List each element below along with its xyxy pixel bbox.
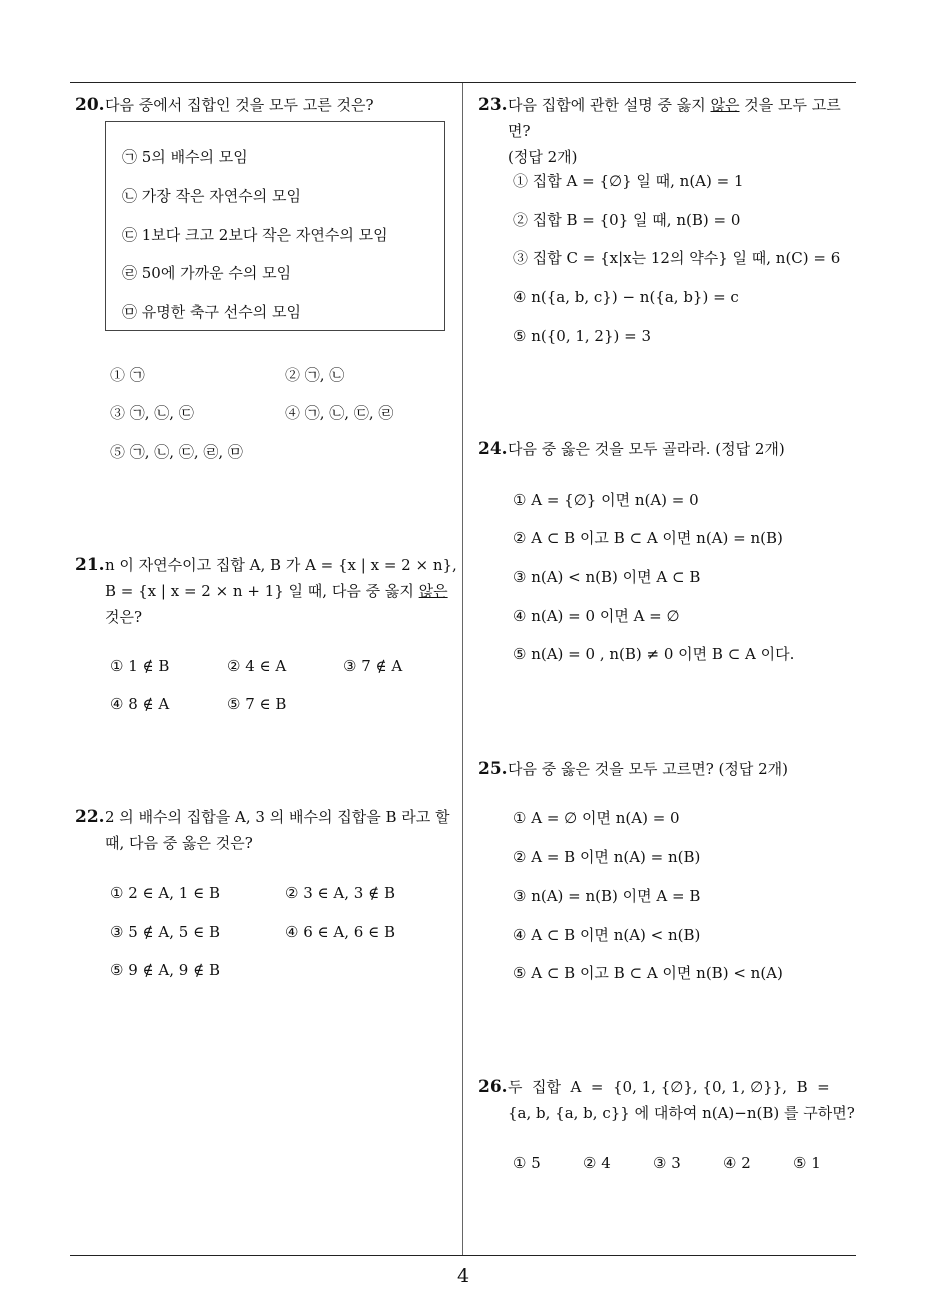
answer-option[interactable]: ⑤ A ⊂ B 이고 B ⊂ A 이면 n(B) < n(A) — [513, 964, 783, 982]
answer-option[interactable]: ④ ㉠, ㉡, ㉢, ㉣ — [285, 404, 394, 422]
underlined-word: 않은 — [418, 582, 448, 600]
answer-option[interactable]: ④ 2 — [723, 1154, 751, 1172]
column-divider — [462, 83, 463, 1256]
answer-option[interactable]: ② ㉠, ㉡ — [285, 366, 345, 384]
question-text: 다음 중 옳은 것을 모두 고르면? (정답 2개) — [508, 760, 789, 778]
bottom-rule — [70, 1255, 856, 1256]
question-26 — [478, 1074, 860, 1126]
question-text: 다음 중에서 집합인 것을 모두 고른 것은? — [105, 96, 374, 114]
answer-option[interactable]: ③ ㉠, ㉡, ㉢ — [110, 404, 194, 422]
question-number: 20. — [75, 95, 105, 115]
question-25 — [478, 756, 860, 782]
question-number: 25. — [478, 759, 508, 779]
answer-option[interactable]: ② A = B 이면 n(A) = n(B) — [513, 848, 701, 866]
answer-option[interactable]: ① 2 ∈ A, 1 ∈ B — [110, 884, 220, 902]
question-23 — [478, 92, 860, 170]
question-text: 다음 집합에 관한 설명 중 옳지 — [508, 96, 706, 114]
answer-option[interactable]: ② 4 ∈ A — [227, 657, 287, 675]
answer-option[interactable]: ④ 8 ∉ A — [110, 695, 170, 713]
answer-option[interactable]: ② A ⊂ B 이고 B ⊂ A 이면 n(A) = n(B) — [513, 529, 783, 547]
answer-option[interactable]: ③ n(A) < n(B) 이면 A ⊂ B — [513, 568, 701, 586]
box-item: ㉣ 50에 가까운 수의 모임 — [122, 264, 292, 282]
answer-option[interactable]: ⑤ 7 ∈ B — [227, 695, 287, 713]
answer-option[interactable]: ② 3 ∈ A, 3 ∉ B — [285, 884, 395, 902]
answer-option[interactable]: ⑤ 9 ∉ A, 9 ∉ B — [110, 961, 220, 979]
answer-option[interactable]: ① A = ∅ 이면 n(A) = 0 — [513, 809, 680, 827]
box-item: ㉡ 가장 작은 자연수의 모임 — [122, 187, 301, 205]
page-number: 4 — [456, 1265, 470, 1287]
answer-option[interactable]: ③ 집합 C = {x|x는 12의 약수} 일 때, n(C) = 6 — [513, 249, 841, 267]
question-text: 다음 중 옳은 것을 모두 골라라. (정답 2개) — [508, 440, 785, 458]
underlined-word: 않은 — [710, 96, 740, 114]
question-22 — [75, 804, 457, 856]
answer-count-note: (정답 2개) — [508, 148, 578, 166]
top-rule — [70, 82, 856, 83]
answer-option[interactable]: ② 집합 B = {0} 일 때, n(B) = 0 — [513, 211, 741, 229]
question-number: 21. — [75, 555, 105, 575]
question-number: 23. — [478, 95, 508, 115]
answer-option[interactable]: ③ 5 ∉ A, 5 ∈ B — [110, 923, 220, 941]
question-text: 2 의 배수의 집합을 A, 3 의 배수의 집합을 B 라고 할 — [105, 808, 450, 826]
answer-option[interactable]: ③ 3 — [653, 1154, 681, 1172]
answer-option[interactable]: ④ n({a, b, c}) − n({a, b}) = c — [513, 288, 739, 306]
question-20 — [75, 92, 460, 118]
answer-option[interactable]: ④ n(A) = 0 이면 A = ∅ — [513, 607, 680, 625]
answer-option[interactable]: ⑤ n(A) = 0 , n(B) ≠ 0 이면 B ⊂ A 이다. — [513, 645, 795, 663]
question-text: n 이 자연수이고 집합 A, B 가 A = {x | x = 2 × n}, — [105, 556, 457, 574]
answer-option[interactable]: ③ n(A) = n(B) 이면 A = B — [513, 887, 701, 905]
question-text: {a, b, {a, b, c}} 에 대하여 n(A)−n(B) 를 구하면? — [508, 1104, 855, 1122]
question-text: 것을 모두 고르면? — [508, 96, 841, 140]
question-text: 때, 다음 중 옳은 것은? — [105, 834, 253, 852]
question-number: 26. — [478, 1077, 508, 1097]
answer-option[interactable]: ① ㉠ — [110, 366, 145, 384]
question-24 — [478, 436, 860, 462]
question-number: 24. — [478, 439, 508, 459]
answer-option[interactable]: ④ 6 ∈ A, 6 ∈ B — [285, 923, 395, 941]
question-text: 것은? — [105, 608, 143, 626]
answer-option[interactable]: ⑤ 1 — [793, 1154, 821, 1172]
answer-option[interactable]: ① 1 ∉ B — [110, 657, 170, 675]
question-text: B = {x | x = 2 × n + 1} 일 때, 다음 중 옳지 — [105, 582, 414, 600]
question-number: 22. — [75, 807, 105, 827]
answer-option[interactable]: ① A = {∅} 이면 n(A) = 0 — [513, 491, 699, 509]
question-text: 두 집합 A = {0, 1, {∅}, {0, 1, ∅}}, B = — [508, 1078, 830, 1096]
answer-option[interactable]: ⑤ ㉠, ㉡, ㉢, ㉣, ㉤ — [110, 443, 243, 461]
answer-option[interactable]: ③ 7 ∉ A — [343, 657, 403, 675]
box-item: ㉢ 1보다 크고 2보다 작은 자연수의 모임 — [122, 226, 388, 244]
answer-option[interactable]: ② 4 — [583, 1154, 611, 1172]
answer-option[interactable]: ① 5 — [513, 1154, 541, 1172]
question-21 — [75, 552, 457, 630]
answer-option[interactable]: ① 집합 A = {∅} 일 때, n(A) = 1 — [513, 172, 744, 190]
condition-box — [105, 121, 445, 331]
box-item: ㉠ 5의 배수의 모임 — [122, 148, 248, 166]
box-item: ㉤ 유명한 축구 선수의 모임 — [122, 303, 301, 321]
answer-option[interactable]: ⑤ n({0, 1, 2}) = 3 — [513, 327, 652, 345]
answer-option[interactable]: ④ A ⊂ B 이면 n(A) < n(B) — [513, 926, 701, 944]
